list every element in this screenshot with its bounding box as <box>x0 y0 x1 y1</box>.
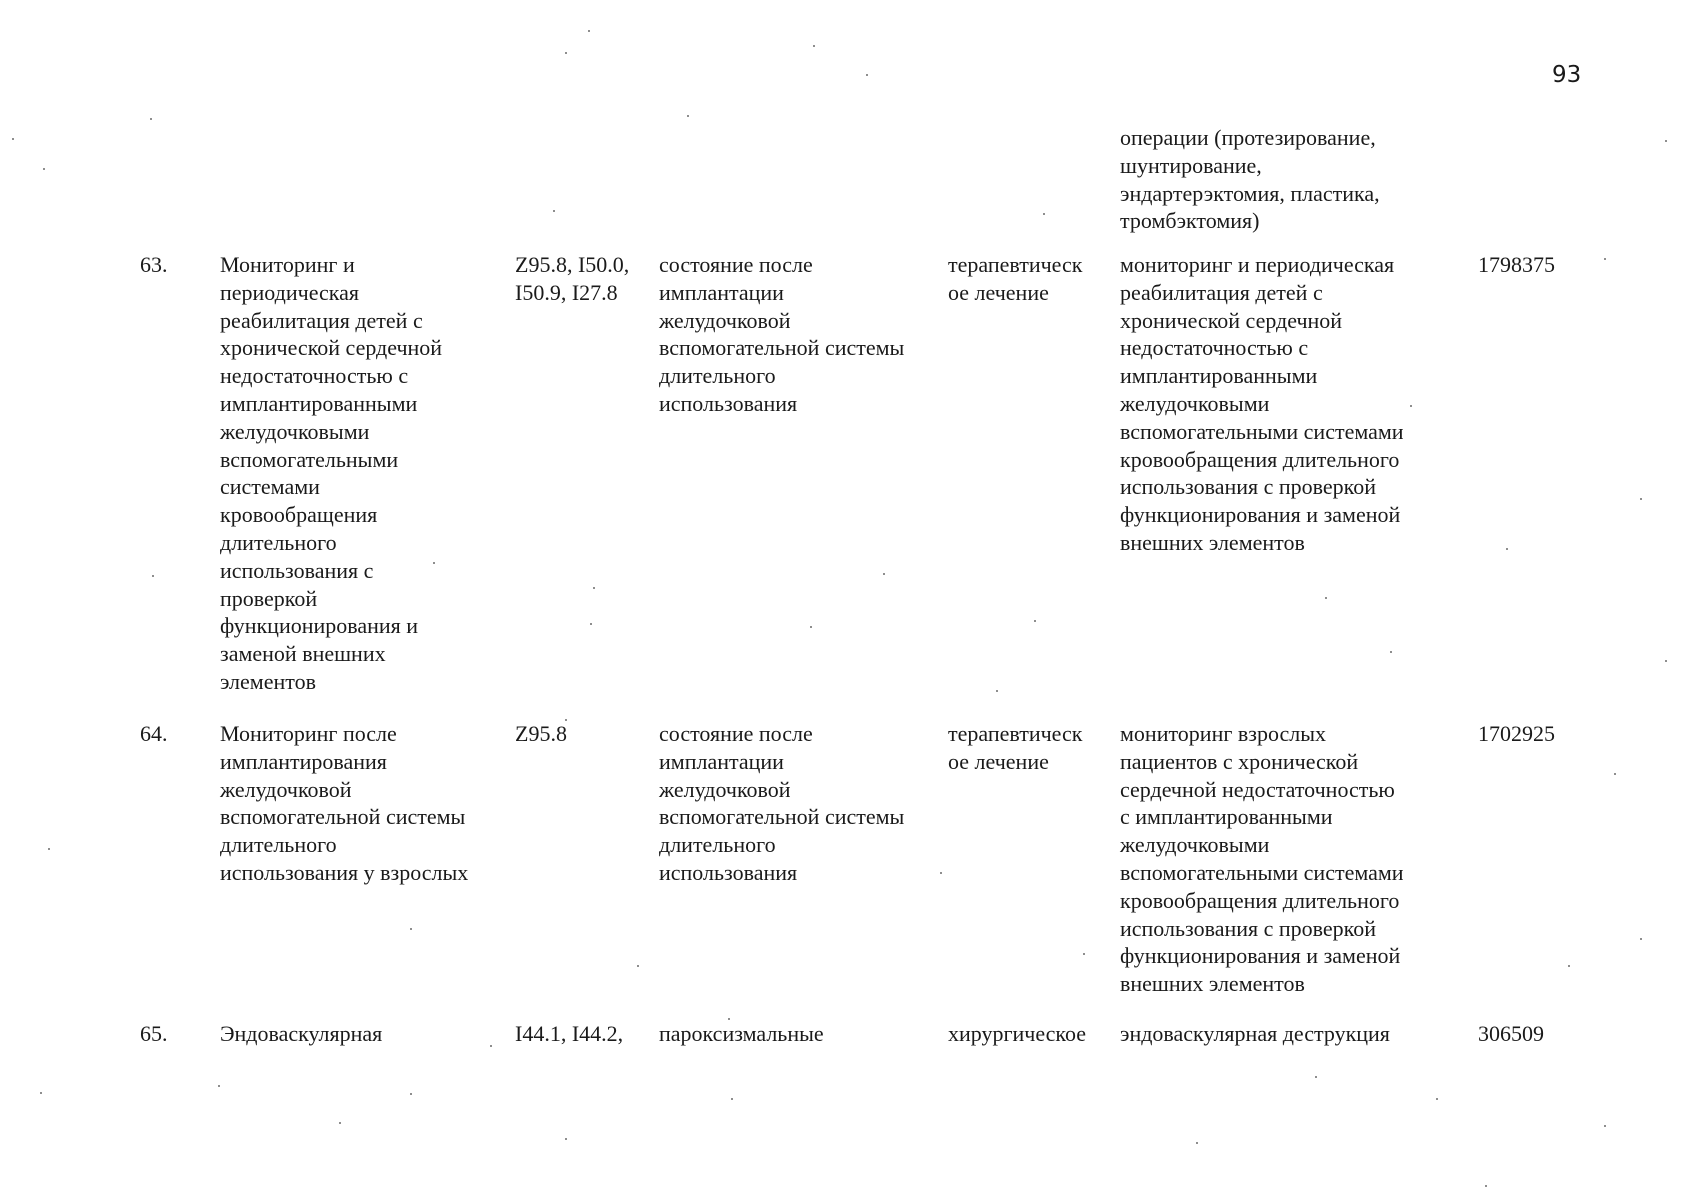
page-number: 93 <box>1552 62 1582 88</box>
patient-model-cell: пароксизмальные <box>659 1021 824 1046</box>
scan-speck <box>593 587 595 589</box>
scan-speck <box>728 1018 730 1020</box>
patient-model-cell: состояние после имплантации желудочковой вспомогательной системы длительного использования <box>659 252 905 416</box>
scan-speck <box>813 45 815 47</box>
scan-speck <box>565 52 567 54</box>
scan-speck <box>410 1093 412 1095</box>
scan-speck <box>687 115 689 117</box>
hmp-name-cell: Эндоваскулярная <box>220 1021 383 1046</box>
scan-speck <box>1640 498 1642 500</box>
cost-norm-cell: 306509 <box>1478 1021 1544 1046</box>
scan-speck <box>565 1138 567 1140</box>
treatment-method-cell: мониторинг взрослых пациентов с хронической сердечной недостаточностью с имплантированными желудочковыми вспомогательными системами кровообращения длительного использования с проверкой функционирования и заменой внешних элементов <box>1120 721 1404 997</box>
scan-speck <box>810 626 812 628</box>
scan-speck <box>1410 405 1412 407</box>
scan-speck <box>410 928 412 930</box>
cost-norm-cell: 1702925 <box>1478 721 1555 746</box>
scan-speck <box>1034 620 1036 622</box>
scan-speck <box>1665 140 1667 142</box>
scan-speck <box>339 1122 341 1124</box>
patient-model-cell: состояние после имплантации желудочковой вспомогательной системы длительного использования <box>659 721 905 885</box>
scan-speck <box>1614 773 1616 775</box>
scan-speck <box>565 719 567 721</box>
scan-speck <box>731 1098 733 1100</box>
row-number: 64. <box>140 721 168 746</box>
row-number: 63. <box>140 252 168 277</box>
scan-speck <box>433 562 435 564</box>
scan-speck <box>1196 1142 1198 1144</box>
hmp-name-cell: Мониторинг и периодическая реабилитация детей с хронической сердечной недостаточностью с имплантированными желудочковыми вспомогательными системами кровообращения длительного использования с проверкой функционирования и заменой внешних элементов <box>220 252 443 694</box>
scan-speck <box>1568 965 1570 967</box>
scan-speck <box>590 623 592 625</box>
scan-speck <box>43 168 45 170</box>
treatment-method-cell: эндоваскулярная деструкция <box>1120 1021 1390 1046</box>
cost-norm-cell: 1798375 <box>1478 252 1555 277</box>
scan-speck <box>1506 548 1508 550</box>
treatment-method-cell: мониторинг и периодическая реабилитация детей с хронической сердечной недостаточностью с имплантированными желудочковыми вспомогательными системами кровообращения длительного использования с проверкой функционирования и заменой внешних элементов <box>1120 252 1404 555</box>
hmp-name-cell: Мониторинг после имплантирования желудочковой вспомогательной системы длительного использования у взрослых <box>220 721 469 885</box>
scan-speck <box>1315 1076 1317 1078</box>
scan-speck <box>1043 213 1045 215</box>
scan-speck <box>588 30 590 32</box>
scan-speck <box>490 1045 492 1047</box>
continuation-method-cell: операции (протезирование, шунтирование, эндартерэктомия, пластика, тромбэктомия) <box>1120 125 1380 234</box>
scan-speck <box>1604 1125 1606 1127</box>
icd-codes-cell: I44.1, I44.2, <box>515 1021 624 1046</box>
icd-codes-cell: Z95.8 <box>515 721 567 746</box>
scan-speck <box>48 848 50 850</box>
scan-speck <box>1665 660 1667 662</box>
scan-speck <box>152 575 154 577</box>
treatment-type-cell: терапевтическ ое лечение <box>948 252 1083 305</box>
treatment-type-cell: хирургическое <box>948 1021 1087 1046</box>
scan-speck <box>1640 938 1642 940</box>
treatment-type-cell: терапевтическ ое лечение <box>948 721 1083 774</box>
scan-speck <box>883 573 885 575</box>
icd-codes-cell: Z95.8, I50.0, I50.9, I27.8 <box>515 252 630 305</box>
scan-speck <box>1083 953 1085 955</box>
scan-speck <box>218 1085 220 1087</box>
scan-speck <box>866 74 868 76</box>
scan-speck <box>1485 1185 1487 1187</box>
scan-speck <box>940 872 942 874</box>
scan-speck <box>40 1092 42 1094</box>
scan-speck <box>1436 1098 1438 1100</box>
scan-speck <box>1390 651 1392 653</box>
scan-speck <box>996 690 998 692</box>
scan-speck <box>553 210 555 212</box>
row-number: 65. <box>140 1021 168 1046</box>
scan-speck <box>1325 597 1327 599</box>
scan-speck <box>12 138 14 140</box>
scan-speck <box>150 118 152 120</box>
scan-speck <box>637 965 639 967</box>
scan-speck <box>1604 258 1606 260</box>
